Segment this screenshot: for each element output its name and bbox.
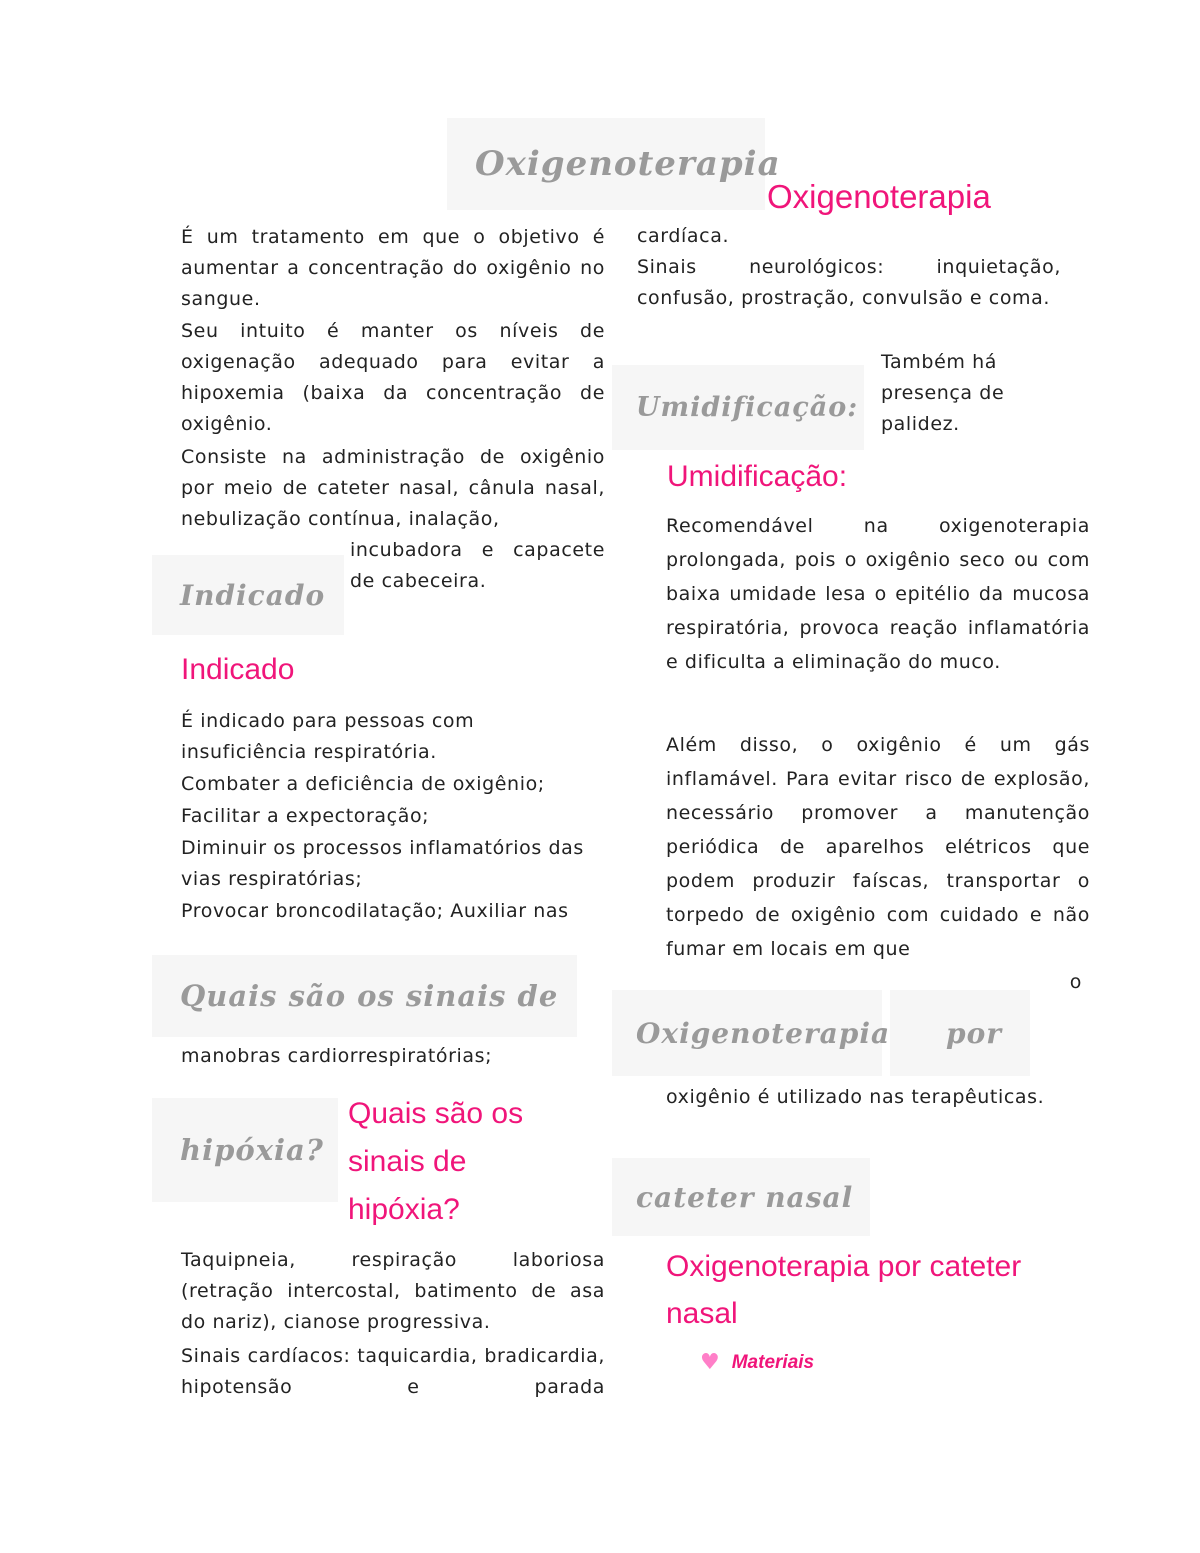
consiste-paragraph: Consiste na administração de oxigênio por meio de cateter nasal, cânula nasal, nebulização contínua, inalação, xyxy=(181,446,605,530)
heading-quais-2: sinais de xyxy=(348,1145,467,1178)
heading-quais-1: Quais são os xyxy=(348,1097,524,1130)
heart-icon: ♥ xyxy=(700,1350,720,1375)
indicado-item-2: Combater a deficiência de oxigênio; xyxy=(181,773,545,795)
materiais-bullet xyxy=(700,1350,814,1375)
umidificacao-paragraph-3: oxigênio é utilizado nas terapêuticas. xyxy=(666,1086,1045,1108)
heading-cateter-1: Oxigenoterapia por cateter xyxy=(666,1250,1022,1283)
hipoxia-paragraph-2: Sinais cardíacos: taquicardia, bradicardia, hipotensão e parada xyxy=(181,1345,605,1398)
indicado-item-6: manobras cardiorrespiratórias; xyxy=(181,1045,493,1067)
banner-oxigenoterapia: Oxigenoterapia xyxy=(447,118,765,210)
banner-hipoxia: hipóxia? xyxy=(152,1098,338,1202)
umidificacao-paragraph-2-end: o xyxy=(1069,971,1082,993)
materiais-label: Materiais xyxy=(731,1351,815,1373)
indicado-item-1: É indicado para pessoas com insuficiência respiratória. xyxy=(181,710,475,763)
intro-paragraph: É um tratamento em que o objetivo é aumentar a concentração do oxigênio no sangue. xyxy=(181,226,605,310)
page-title: Oxigenoterapia xyxy=(767,178,991,215)
heading-umidificacao: Umidificação: xyxy=(667,460,848,493)
consiste-continuation: incubadora e capacete de cabeceira. xyxy=(350,539,605,592)
umidificacao-paragraph-2: Além disso, o oxigênio é um gás inflamável. Para evitar risco de explosão, necessário promover a manutenção periódica de aparelhos elétricos que podem produzir faíscas, transportar o torpedo de oxigênio com cuidado e não fumar em locais em que xyxy=(666,734,1090,960)
palidez-text: Também há presença de palidez. xyxy=(881,351,1005,435)
heading-quais-3: hipóxia? xyxy=(348,1193,460,1226)
banner-quais-sinais: Quais são os sinais de xyxy=(152,955,577,1037)
banner-umidificacao: Umidificação: xyxy=(612,365,864,450)
indicado-item-5: Provocar broncodilatação; Auxiliar nas xyxy=(181,900,569,922)
intuito-paragraph: Seu intuito é manter os níveis de oxigenação adequado para evitar a hipoxemia (baixa da concentração de oxigênio. xyxy=(181,320,605,435)
heading-cateter-2: nasal xyxy=(666,1297,738,1330)
hipoxia-paragraph-1: Taquipneia, respiração laboriosa (retração intercostal, batimento de asa do nariz), cianose progressiva. xyxy=(181,1249,605,1333)
banner-oxigenoterapia-por-2: por xyxy=(890,990,1030,1076)
heading-indicado: Indicado xyxy=(181,653,295,686)
banner-indicado: Indicado xyxy=(152,555,344,635)
cardiaca-text: cardíaca. xyxy=(637,225,730,247)
indicado-item-3: Facilitar a expectoração; xyxy=(181,805,430,827)
umidificacao-paragraph-1: Recomendável na oxigenoterapia prolongada, pois o oxigênio seco ou com baixa umidade lesa o epitélio da mucosa respiratória, provoca reação inflamatória e dificulta a eliminação do muco. xyxy=(666,515,1090,673)
banner-oxigenoterapia-por-1: Oxigenoterapia xyxy=(612,990,882,1076)
banner-cateter-nasal: cateter nasal xyxy=(612,1158,870,1236)
indicado-item-4: Diminuir os processos inflamatórios das vias respiratórias; xyxy=(181,837,584,890)
neurologicos-paragraph: Sinais neurológicos: inquietação, confusão, prostração, convulsão e coma. xyxy=(637,256,1061,309)
